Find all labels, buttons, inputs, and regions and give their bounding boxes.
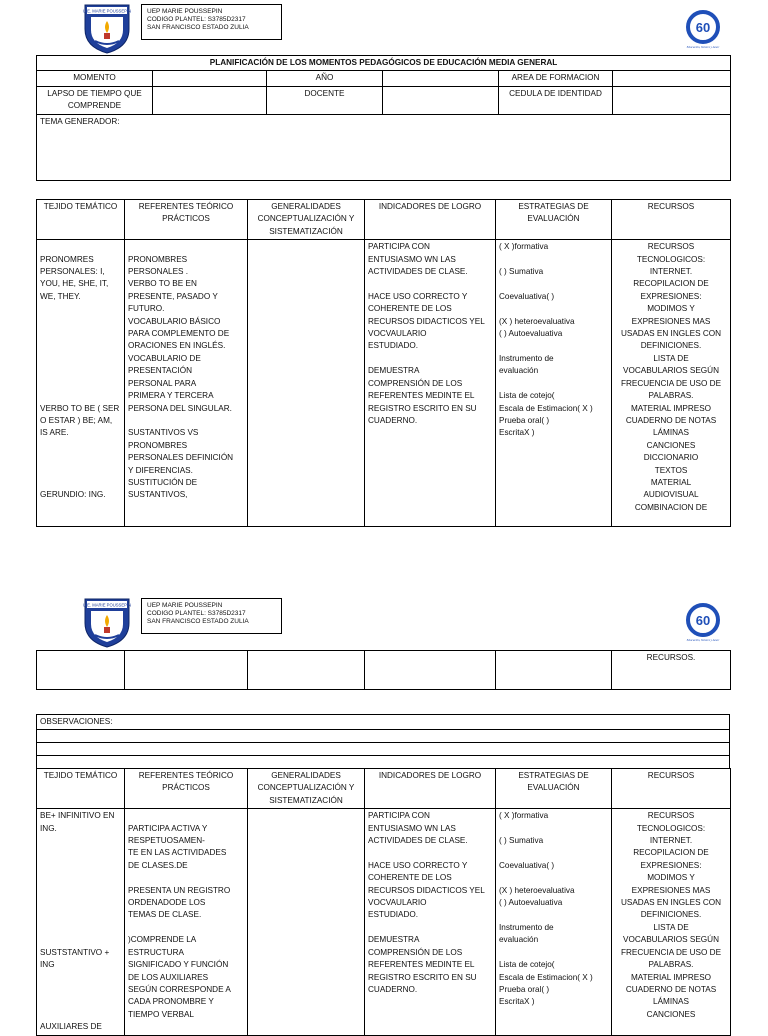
school-code: CODIGO PLANTEL: S3785D2317	[147, 16, 246, 23]
school-logo	[83, 597, 131, 649]
col-indicadores: INDICADORES DE LOGRO	[365, 769, 496, 809]
col-indicadores: INDICADORES DE LOGRO	[365, 200, 496, 240]
anniversary-number: 60	[695, 613, 711, 628]
school-info-box	[141, 598, 282, 634]
referentes-cell: PRONOMBRES PERSONALES . VERBO TO BE EN PRESENTE, PASADO Y FUTURO. VOCABULARIO BÁSICO PARA COMPLEMENTO DE ORACIONES EN INGLÉS. VOCABULARIO DE PRESENTACIÓN PERSONAL PARA PRIMERA Y TERCERA PERSONA DEL SINGULAR. SUSTANTIVOS VS PRONOMBRES PERSONALES DEFINICIÓN Y DIFERENCIAS. SUSTITUCIÓN DE SUSTANTIVOS,	[125, 240, 248, 527]
generalidades-cell	[248, 240, 365, 527]
recursos-cell: RECURSOS TECNOLOGICOS: INTERNET. RECOPILACION DE EXPRESIONES: MODIMOS Y EXPRESIONES MAS USADAS EN INGLES CON DEFINICIONES. LISTA DE VOCABULARIOS SEGÚN FRECUENCIA DE USO DE PALABRAS. MATERIAL IMPRESO CUADERNO DE NOTAS LÁMINAS CANCIONES	[612, 809, 731, 1035]
cedula-label: CEDULA DE IDENTIDAD	[499, 86, 613, 114]
col-referentes: REFERENTES TEÓRICO PRÁCTICOS	[125, 769, 248, 809]
docente-label: DOCENTE	[267, 86, 383, 114]
docente-value[interactable]	[383, 86, 499, 114]
continuation-cell	[37, 651, 125, 690]
generalidades-cell	[248, 809, 365, 1035]
anio-value[interactable]	[383, 71, 499, 86]
plan-table-2	[36, 768, 731, 1036]
observaciones-table	[36, 714, 730, 769]
anniversary-number: 60	[695, 20, 711, 35]
logo-text: U.E. MARIE POUSSEPIN	[83, 8, 131, 14]
plan-table-1	[36, 199, 731, 527]
referentes-cell: PARTICIPA ACTIVA Y RESPETUOSAMEN- TE EN LAS ACTIVIDADES DE CLASES.DE PRESENTA UN REGISTRO ORDENADODE LOS TEMAS DE CLASE. )COMPRENDE LA ESTRUCTURA SIGNIFICADO Y FUNCIÓN DE LOS AUXILIARES SEGÚN CORRESPONDE A CADA PRONOMBRE Y TIEMPO VERBAL	[125, 809, 248, 1035]
school-logo	[83, 3, 131, 55]
area-label: AREA DE FORMACION	[499, 71, 613, 86]
anniversary-script: Educación, Valores y Amor	[686, 45, 720, 49]
tema-generador: TEMA GENERADOR:	[37, 114, 731, 180]
col-referentes: REFERENTES TEÓRICO PRÁCTICOS	[125, 200, 248, 240]
lapso-label: LAPSO DE TIEMPO QUE COMPRENDE	[37, 86, 153, 114]
school-info-box	[141, 4, 282, 40]
col-generalidades: GENERALIDADES CONCEPTUALIZACIÓN Y SISTEMATIZACIÓN	[248, 769, 365, 809]
indicadores-cell: PARTICIPA CON ENTUSIASMO WN LAS ACTIVIDADES DE CLASE. HACE USO CORRECTO Y COHERENTE DE LOS RECURSOS DIDACTICOS YEL VOCVAULARIO ESTUDIADO. DEMUESTRA COMPRENSIÓN DE LOS REFERENTES MEDINTE EL REGISTRO ESCRITO EN SU CUADERNO.	[365, 240, 496, 527]
school-name: UEP MARIE POUSSEPIN	[147, 602, 223, 609]
anniversary-logo	[684, 10, 722, 50]
school-name: UEP MARIE POUSSEPIN	[147, 8, 223, 15]
recursos-cell: RECURSOS TECNOLOGICOS: INTERNET. RECOPILACION DE EXPRESIONES: MODIMOS Y EXPRESIONES MAS USADAS EN INGLES CON DEFINICIONES. LISTA DE VOCABULARIOS SEGÚN FRECUENCIA DE USO DE PALABRAS. MATERIAL IMPRESO CUADERNO DE NOTAS LÁMINAS CANCIONES DICCIONARIO TEXTOS MATERIAL AUDIOVISUAL COMBINACION DE	[612, 240, 731, 527]
planning-header-table	[36, 55, 731, 181]
continuation-cell	[496, 651, 612, 690]
momento-label: MOMENTO	[37, 71, 153, 86]
continuation-cell	[125, 651, 248, 690]
continuation-recursos: RECURSOS.	[612, 651, 731, 690]
indicadores-cell: PARTICIPA CON ENTUSIASMO WN LAS ACTIVIDADES DE CLASE. HACE USO CORRECTO Y COHERENTE DE LOS RECURSOS DIDACTICOS YEL VOCVAULARIO ESTUDIADO. DEMUESTRA COMPRENSIÓN DE LOS REFERENTES MEDINTE EL REGISTRO ESCRITO EN SU CUADERNO.	[365, 809, 496, 1035]
observaciones-line[interactable]	[37, 743, 730, 756]
anniversary-script: Educación, Valores y Amor	[686, 638, 720, 642]
observaciones-line[interactable]	[37, 756, 730, 769]
observaciones-label: OBSERVACIONES:	[37, 715, 730, 730]
school-code: CODIGO PLANTEL: S3785D2317	[147, 610, 246, 617]
area-value[interactable]	[613, 71, 731, 86]
col-recursos: RECURSOS	[612, 769, 731, 809]
estrategias-cell: ( X )formativa ( ) Sumativa Coevaluativa( ) (X ) heteroevaluativa ( ) Autoevaluativa Instrumento de evaluación Lista de cotejo( Escala de Estimacion( X ) Prueba oral( ) EscritaX )	[496, 809, 612, 1035]
form-title: PLANIFICACIÓN DE LOS MOMENTOS PEDAGÓGICOS DE EDUCACIÓN MEDIA GENERAL	[37, 56, 731, 71]
continuation-table	[36, 650, 731, 690]
anio-label: AÑO	[267, 71, 383, 86]
continuation-cell	[248, 651, 365, 690]
school-location: SAN FRANCISCO ESTADO ZULIA	[147, 618, 249, 625]
school-location: SAN FRANCISCO ESTADO ZULIA	[147, 24, 249, 31]
tejido-cell: PRONOMRES PERSONALES: I, YOU, HE, SHE, IT, WE, THEY. VERBO TO BE ( SER O ESTAR ) BE; AM, IS ARE. GERUNDIO: ING.	[37, 240, 125, 527]
col-tejido: TEJIDO TEMÁTICO	[37, 769, 125, 809]
observaciones-line[interactable]	[37, 730, 730, 743]
col-estrategias: ESTRATEGIAS DE EVALUACIÓN	[496, 769, 612, 809]
col-tejido: TEJIDO TEMÁTICO	[37, 200, 125, 240]
col-estrategias: ESTRATEGIAS DE EVALUACIÓN	[496, 200, 612, 240]
col-generalidades: GENERALIDADES CONCEPTUALIZACIÓN Y SISTEMATIZACIÓN	[248, 200, 365, 240]
continuation-cell	[365, 651, 496, 690]
momento-value[interactable]	[153, 71, 267, 86]
estrategias-cell: ( X )formativa ( ) Sumativa Coevaluativa( ) (X ) heteroevaluativa ( ) Autoevaluativa Instrumento de evaluación Lista de cotejo( Escala de Estimacion( X ) Prueba oral( ) EscritaX )	[496, 240, 612, 527]
cedula-value[interactable]	[613, 86, 731, 114]
logo-text: U.E. MARIE POUSSEPIN	[83, 602, 131, 608]
tejido-cell: BE+ INFINITIVO EN ING. SUSTSTANTIVO + ING AUXILIARES DE	[37, 809, 125, 1035]
col-recursos: RECURSOS	[612, 200, 731, 240]
lapso-value[interactable]	[153, 86, 267, 114]
anniversary-logo	[684, 603, 722, 643]
